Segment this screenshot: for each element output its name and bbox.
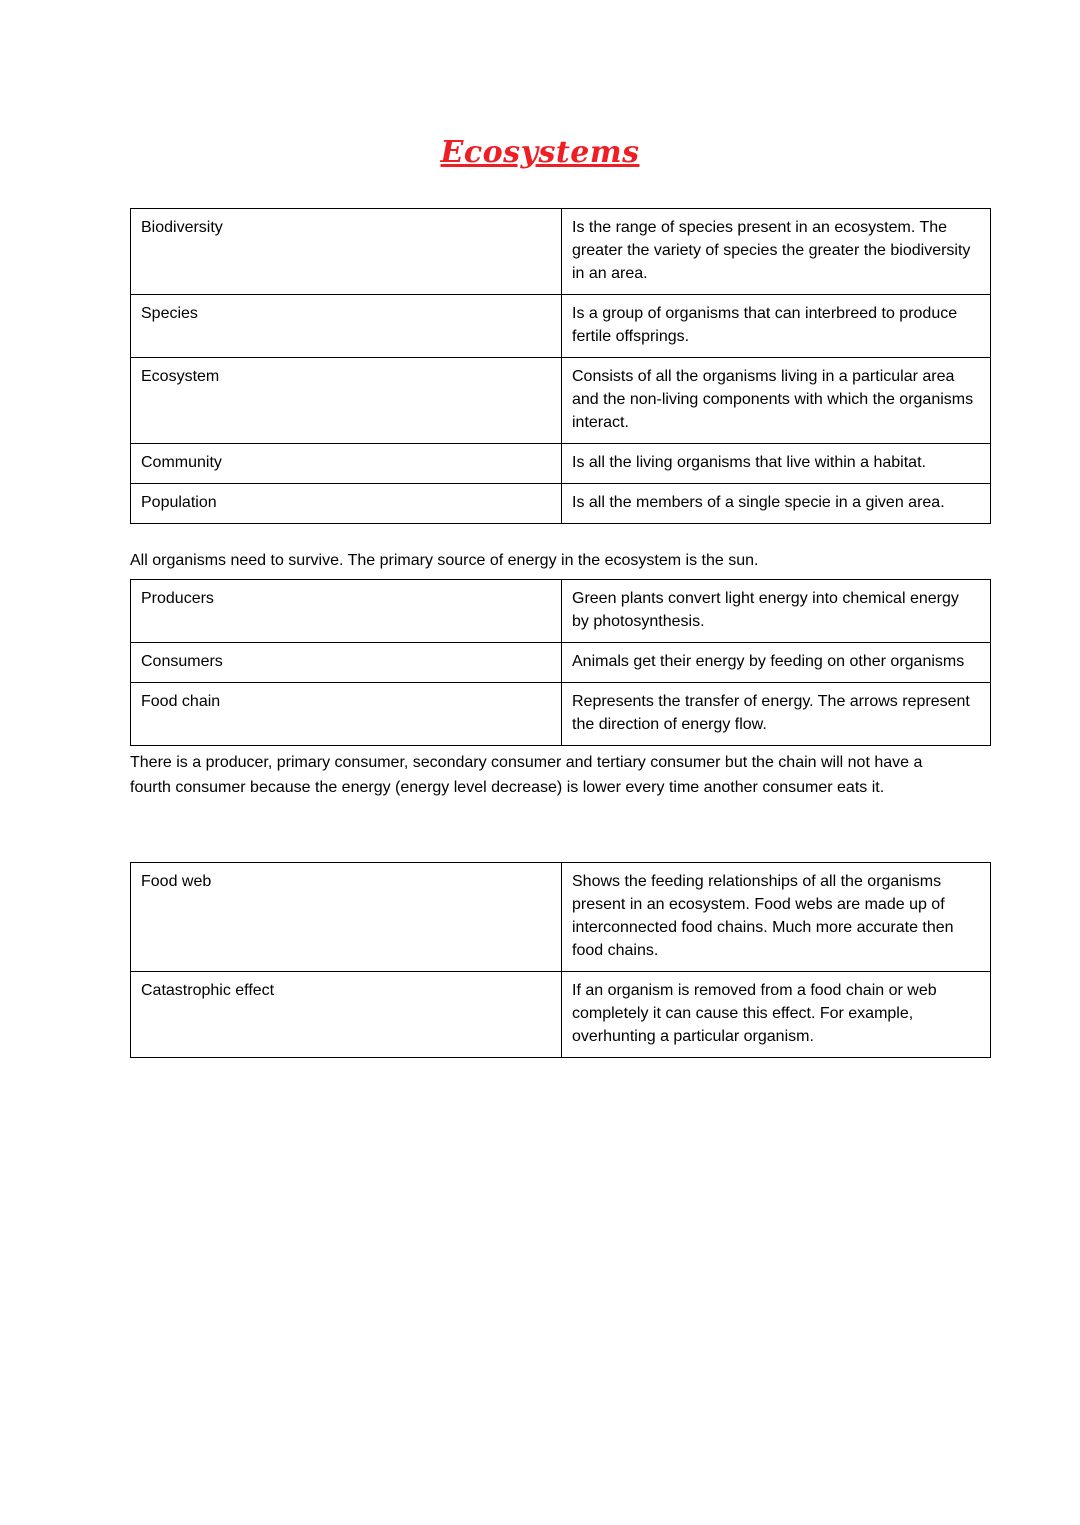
definition-cell: Consists of all the organisms living in a particular area and the non-living components with which the organisms interact. xyxy=(562,358,991,444)
term-cell: Biodiversity xyxy=(131,209,562,295)
table-row xyxy=(131,444,991,484)
key-terms-table xyxy=(130,208,991,524)
table-row xyxy=(131,484,991,524)
definition-cell: Animals get their energy by feeding on other organisms xyxy=(562,643,991,683)
term-cell: Producers xyxy=(131,580,562,643)
definition-cell: If an organism is removed from a food chain or web completely it can cause this effect. For example, overhunting a particular organism. xyxy=(562,972,991,1058)
table-row xyxy=(131,643,991,683)
term-cell: Species xyxy=(131,295,562,358)
term-cell: Catastrophic effect xyxy=(131,972,562,1058)
definition-cell: Is a group of organisms that can interbreed to produce fertile offsprings. xyxy=(562,295,991,358)
definition-cell: Is all the living organisms that live within a habitat. xyxy=(562,444,991,484)
term-cell: Food chain xyxy=(131,683,562,746)
table-row xyxy=(131,863,991,972)
table-row xyxy=(131,209,991,295)
food-web-terms-table xyxy=(130,862,991,1058)
term-cell: Ecosystem xyxy=(131,358,562,444)
definition-cell: Represents the transfer of energy. The arrows represent the direction of energy flow. xyxy=(562,683,991,746)
term-cell: Food web xyxy=(131,863,562,972)
term-cell: Community xyxy=(131,444,562,484)
definition-cell: Is all the members of a single specie in a given area. xyxy=(562,484,991,524)
term-cell: Population xyxy=(131,484,562,524)
table-row xyxy=(131,972,991,1058)
consumer-note-paragraph: There is a producer, primary consumer, secondary consumer and tertiary consumer but the chain will not have a fourth consumer because the energy (energy level decrease) is lower every time another consumer eats it. xyxy=(130,754,923,796)
page-title: Ecosystems xyxy=(440,135,640,170)
table-row xyxy=(131,580,991,643)
definition-cell: Green plants convert light energy into chemical energy by photosynthesis. xyxy=(562,580,991,643)
table-row xyxy=(131,295,991,358)
table-row xyxy=(131,683,991,746)
energy-terms-table xyxy=(130,579,991,746)
table-row xyxy=(131,358,991,444)
term-cell: Consumers xyxy=(131,643,562,683)
definition-cell: Is the range of species present in an ecosystem. The greater the variety of species the greater the biodiversity in an area. xyxy=(562,209,991,295)
energy-intro-paragraph: All organisms need to survive. The primary source of energy in the ecosystem is the sun. xyxy=(130,552,759,569)
definition-cell: Shows the feeding relationships of all the organisms present in an ecosystem. Food webs are made up of interconnected food chains. Much more accurate then food chains. xyxy=(562,863,991,972)
